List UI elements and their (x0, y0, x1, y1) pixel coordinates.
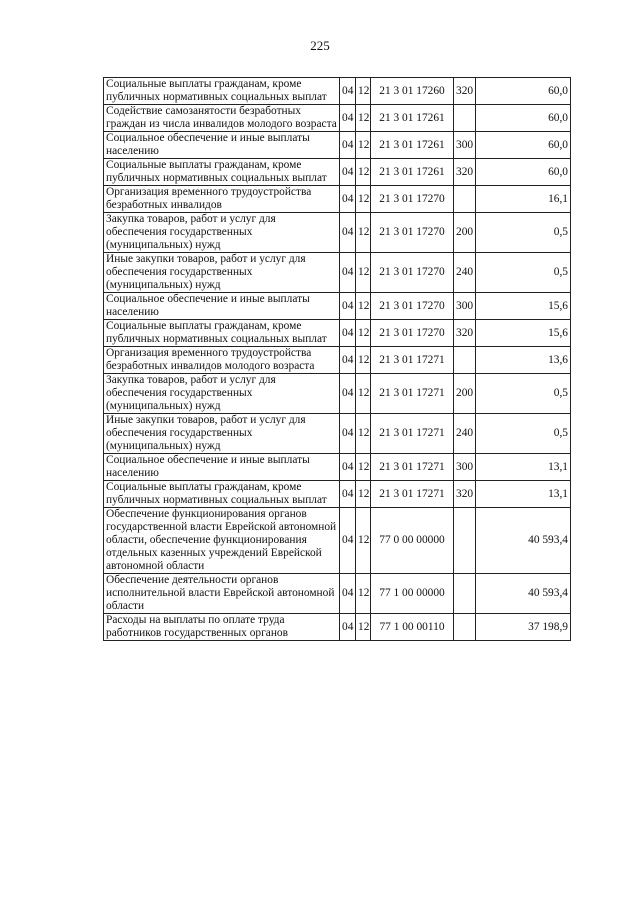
row-section-code: 04 (340, 253, 356, 293)
row-program-code: 21 3 01 17271 (371, 481, 454, 508)
row-name: Социальные выплаты гражданам, кроме публичных нормативных социальных выплат (104, 481, 340, 508)
row-name: Социальные выплаты гражданам, кроме публичных нормативных социальных выплат (104, 320, 340, 347)
row-subsection-code: 12 (356, 186, 371, 213)
row-expense-type-code: 200 (454, 213, 476, 253)
row-expense-type-code (454, 186, 476, 213)
row-program-code: 21 3 01 17270 (371, 186, 454, 213)
row-subsection-code: 12 (356, 320, 371, 347)
row-program-code: 77 0 00 00000 (371, 508, 454, 574)
row-section-code: 04 (340, 78, 356, 105)
row-program-code: 21 3 01 17261 (371, 132, 454, 159)
row-amount: 40 593,4 (476, 574, 571, 614)
row-name: Социальное обеспечение и иные выплаты населению (104, 132, 340, 159)
row-subsection-code: 12 (356, 105, 371, 132)
row-name: Иные закупки товаров, работ и услуг для обеспечения государственных (муниципальных) нужд (104, 253, 340, 293)
row-program-code: 21 3 01 17271 (371, 374, 454, 414)
table-row (104, 213, 571, 253)
row-amount: 37 198,9 (476, 614, 571, 641)
table-row (104, 78, 571, 105)
row-program-code: 21 3 01 17260 (371, 78, 454, 105)
row-name: Социальные выплаты гражданам, кроме публичных нормативных социальных выплат (104, 159, 340, 186)
row-expense-type-code (454, 347, 476, 374)
row-amount: 0,5 (476, 374, 571, 414)
row-name: Закупка товаров, работ и услуг для обеспечения государственных (муниципальных) нужд (104, 374, 340, 414)
table-row (104, 574, 571, 614)
row-subsection-code: 12 (356, 253, 371, 293)
row-expense-type-code (454, 614, 476, 641)
row-amount: 15,6 (476, 320, 571, 347)
table-row (104, 320, 571, 347)
table-row (104, 253, 571, 293)
row-subsection-code: 12 (356, 614, 371, 641)
row-name: Обеспечение деятельности органов исполнительной власти Еврейской автономной области (104, 574, 340, 614)
row-amount: 16,1 (476, 186, 571, 213)
row-expense-type-code: 240 (454, 414, 476, 454)
row-subsection-code: 12 (356, 293, 371, 320)
row-expense-type-code: 240 (454, 253, 476, 293)
row-program-code: 21 3 01 17270 (371, 253, 454, 293)
row-expense-type-code: 300 (454, 132, 476, 159)
row-section-code: 04 (340, 374, 356, 414)
page-number: 225 (310, 38, 330, 53)
row-expense-type-code: 320 (454, 78, 476, 105)
row-program-code: 21 3 01 17261 (371, 105, 454, 132)
row-subsection-code: 12 (356, 481, 371, 508)
row-section-code: 04 (340, 159, 356, 186)
row-program-code: 21 3 01 17270 (371, 320, 454, 347)
row-subsection-code: 12 (356, 132, 371, 159)
row-section-code: 04 (340, 454, 356, 481)
table-row (104, 132, 571, 159)
row-program-code: 21 3 01 17270 (371, 213, 454, 253)
row-subsection-code: 12 (356, 574, 371, 614)
row-expense-type-code (454, 574, 476, 614)
row-expense-type-code: 300 (454, 454, 476, 481)
row-amount: 13,1 (476, 454, 571, 481)
row-amount: 60,0 (476, 132, 571, 159)
row-expense-type-code (454, 508, 476, 574)
row-program-code: 21 3 01 17271 (371, 347, 454, 374)
row-name: Социальное обеспечение и иные выплаты населению (104, 293, 340, 320)
row-amount: 60,0 (476, 105, 571, 132)
row-subsection-code: 12 (356, 374, 371, 414)
row-expense-type-code: 320 (454, 320, 476, 347)
row-amount: 0,5 (476, 253, 571, 293)
row-subsection-code: 12 (356, 159, 371, 186)
row-section-code: 04 (340, 414, 356, 454)
row-program-code: 21 3 01 17261 (371, 159, 454, 186)
row-section-code: 04 (340, 186, 356, 213)
row-expense-type-code: 200 (454, 374, 476, 414)
row-section-code: 04 (340, 320, 356, 347)
row-subsection-code: 12 (356, 213, 371, 253)
table-row (104, 293, 571, 320)
row-amount: 13,1 (476, 481, 571, 508)
table-row (104, 347, 571, 374)
table-row (104, 508, 571, 574)
table-row (104, 105, 571, 132)
row-section-code: 04 (340, 293, 356, 320)
table-row (104, 481, 571, 508)
row-subsection-code: 12 (356, 508, 371, 574)
row-subsection-code: 12 (356, 347, 371, 374)
row-name: Организация временного трудоустройства безработных инвалидов (104, 186, 340, 213)
table-row (104, 186, 571, 213)
row-section-code: 04 (340, 508, 356, 574)
budget-table-body (104, 78, 571, 641)
row-program-code: 21 3 01 17270 (371, 293, 454, 320)
row-name: Расходы на выплаты по оплате труда работников государственных органов (104, 614, 340, 641)
row-section-code: 04 (340, 105, 356, 132)
row-expense-type-code: 320 (454, 481, 476, 508)
table-row (104, 454, 571, 481)
table-row (104, 374, 571, 414)
row-section-code: 04 (340, 574, 356, 614)
row-amount: 40 593,4 (476, 508, 571, 574)
row-name: Обеспечение функционирования органов государственной власти Еврейской автономной области, обеспечение функционирования отдельных казенных учреждений Еврейской автономной области (104, 508, 340, 574)
row-amount: 15,6 (476, 293, 571, 320)
row-name: Закупка товаров, работ и услуг для обеспечения государственных (муниципальных) нужд (104, 213, 340, 253)
row-name: Организация временного трудоустройства безработных инвалидов молодого возраста (104, 347, 340, 374)
row-name: Иные закупки товаров, работ и услуг для обеспечения государственных (муниципальных) нужд (104, 414, 340, 454)
table-row (104, 159, 571, 186)
row-subsection-code: 12 (356, 414, 371, 454)
row-amount: 13,6 (476, 347, 571, 374)
row-section-code: 04 (340, 132, 356, 159)
row-name: Социальное обеспечение и иные выплаты населению (104, 454, 340, 481)
row-subsection-code: 12 (356, 78, 371, 105)
row-amount: 60,0 (476, 78, 571, 105)
row-expense-type-code: 320 (454, 159, 476, 186)
row-section-code: 04 (340, 481, 356, 508)
row-section-code: 04 (340, 614, 356, 641)
row-section-code: 04 (340, 347, 356, 374)
row-amount: 0,5 (476, 213, 571, 253)
row-amount: 0,5 (476, 414, 571, 454)
row-program-code: 21 3 01 17271 (371, 454, 454, 481)
row-program-code: 77 1 00 00110 (371, 614, 454, 641)
row-amount: 60,0 (476, 159, 571, 186)
row-program-code: 21 3 01 17271 (371, 414, 454, 454)
table-row (104, 614, 571, 641)
row-expense-type-code (454, 105, 476, 132)
row-name: Содействие самозанятости безработных граждан из числа инвалидов молодого возраста (104, 105, 340, 132)
budget-table (103, 77, 571, 641)
row-program-code: 77 1 00 00000 (371, 574, 454, 614)
row-subsection-code: 12 (356, 454, 371, 481)
row-expense-type-code: 300 (454, 293, 476, 320)
row-section-code: 04 (340, 213, 356, 253)
row-name: Социальные выплаты гражданам, кроме публичных нормативных социальных выплат (104, 78, 340, 105)
table-row (104, 414, 571, 454)
